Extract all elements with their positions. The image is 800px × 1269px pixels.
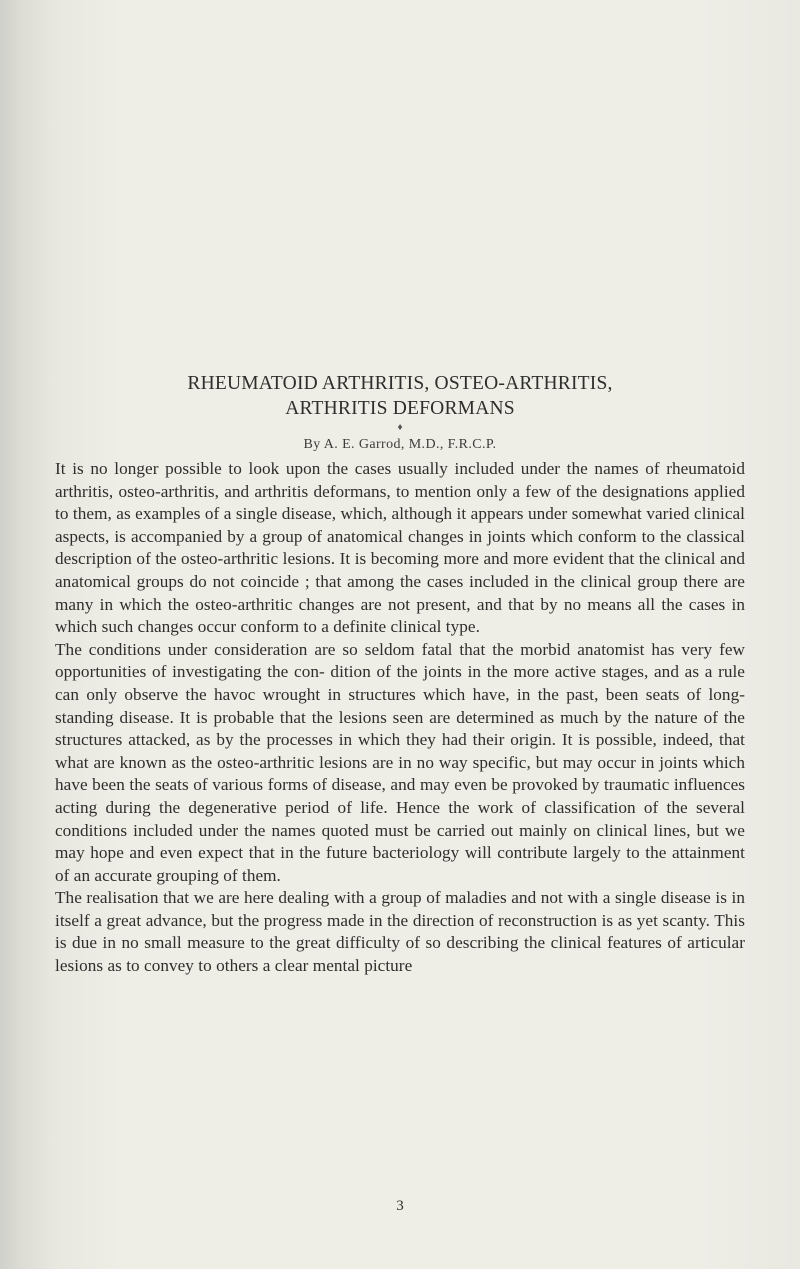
article-body <box>55 458 745 978</box>
page-number: 3 <box>396 1198 404 1214</box>
paragraph-1: It is no longer possible to look upon the cases usually included under the names of rheumatoid arthritis, osteo-arthritis, and arthritis deformans, to mention only a few of the designations applied to them, as examples of a single disease, which, although it appears under somewhat varied clinical aspects, is accompanied by a group of anatomical changes in joints which conform to the classical description of the osteo-arthritic lesions. It is becoming more and more evident that the clinical and anatomical groups do not coincide ; that among the cases included in the clinical group there are many in which the osteo-arthritic changes are not present, and that by no means all the cases in which such changes occur conform to a definite clinical type. <box>55 459 745 637</box>
article-title-line-1: RHEUMATOID ARTHRITIS, OSTEO-ARTHRITIS, <box>187 373 613 394</box>
author-byline: By A. E. Garrod, M.D., F.R.C.P. <box>303 437 497 452</box>
article-title-line-2: ARTHRITIS DEFORMANS <box>285 398 515 419</box>
paragraph-3: The realisation that we are here dealing with a group of maladies and not with a single disease is in itself a great advance, but the progress made in the direction of reconstruction is as yet scanty. This is due in no small measure to the great difficulty of so describing the clinical features of articular lesions as to convey to others a clear mental picture <box>55 888 745 976</box>
title-ornament-icon: ♦ <box>397 422 403 433</box>
paragraph-2: The conditions under consideration are so seldom fatal that the morbid anatomist has very few opportunities of investigating the con- dition of the joints in the more active stages, and as a rule can only observe the havoc wrought in structures which have, in the past, been seats of long-standing disease. It is probable that the lesions seen are determined as much by the nature of the structures attacked, as by the processes in which they had their origin. It is possible, indeed, that what are known as the osteo-arthritic lesions are in no way specific, but may occur in joints which have been the seats of various forms of disease, and may even be provoked by traumatic influences acting during the degenerative period of life. Hence the work of classification of the several conditions included under the names quoted must be carried out mainly on clinical lines, but we may hope and even expect that in the future bacteriology will contribute largely to the attainment of an accurate grouping of them. <box>55 639 745 885</box>
